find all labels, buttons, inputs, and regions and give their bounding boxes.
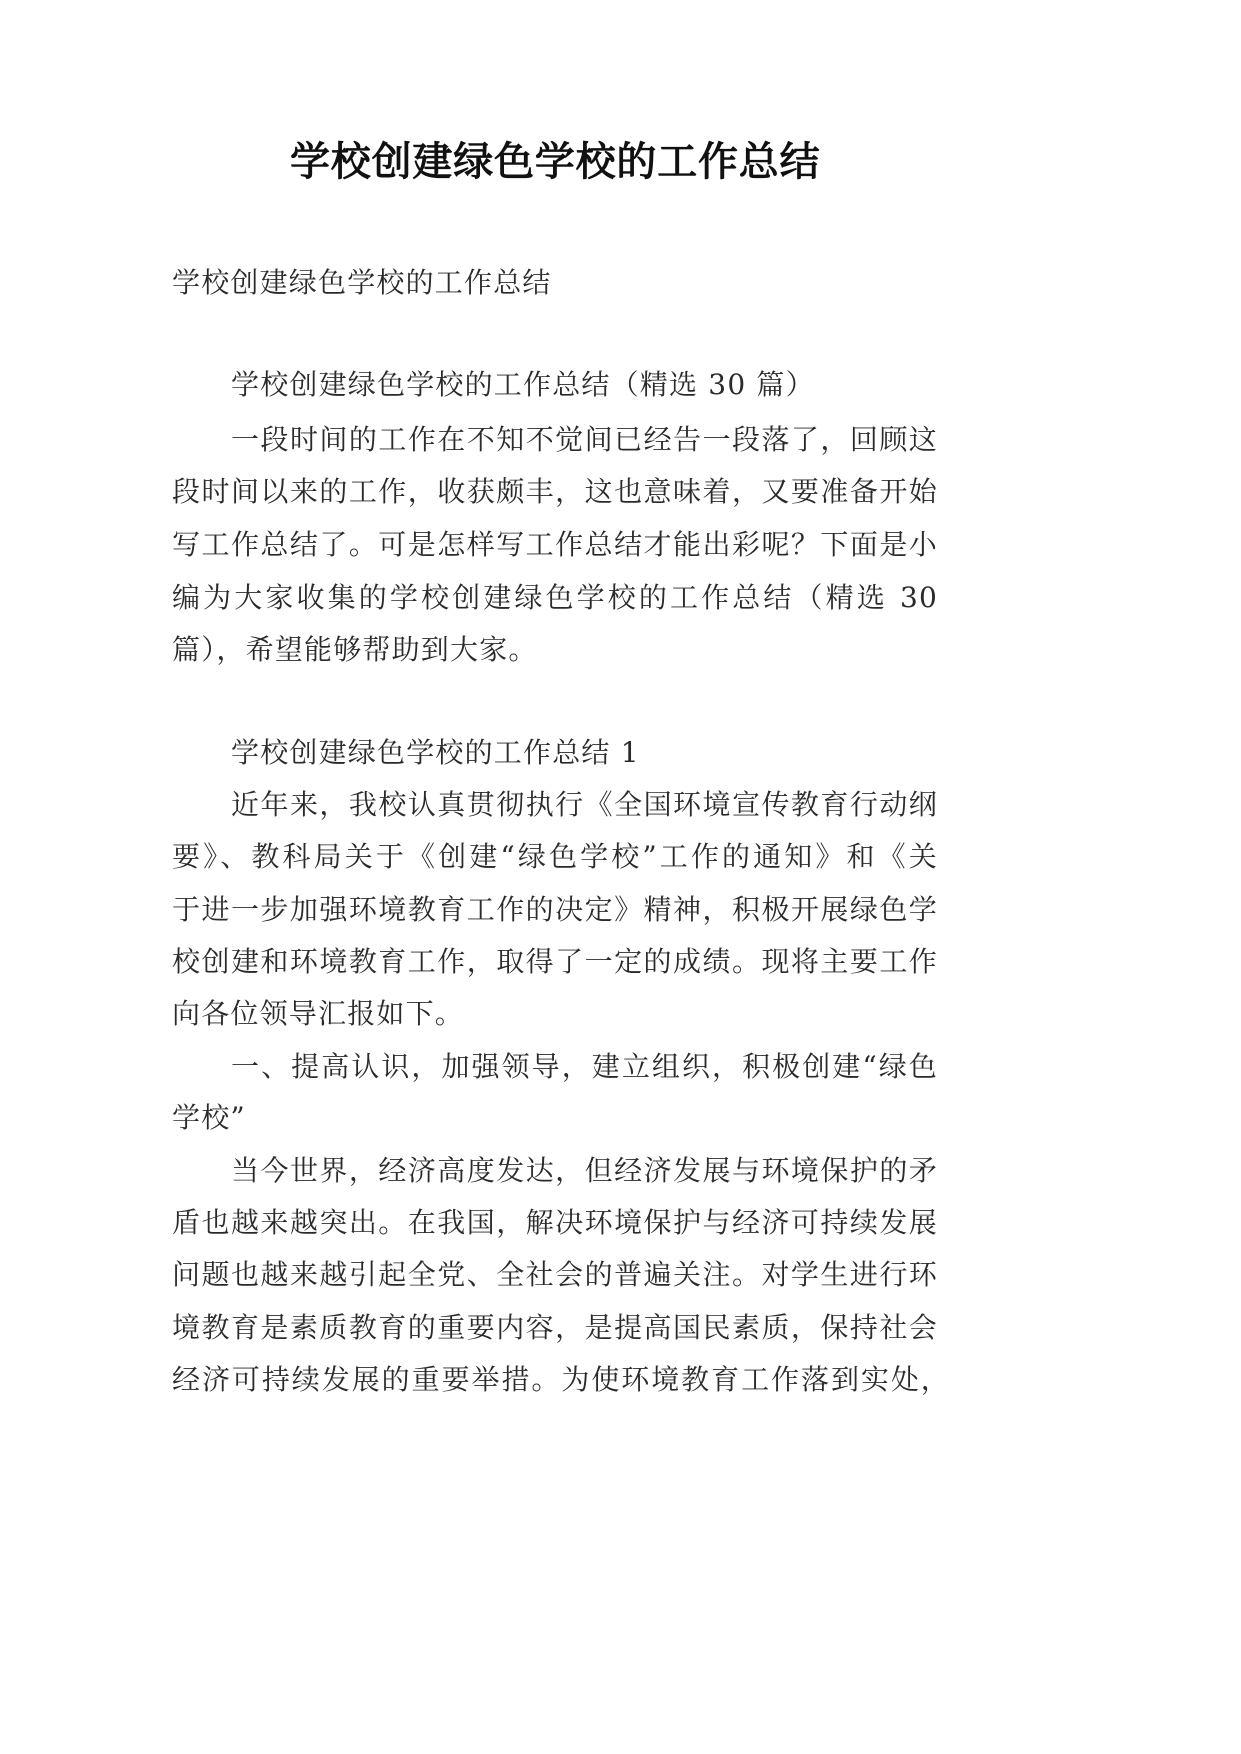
paragraph-line: 学校创建绿色学校的工作总结 1 <box>231 736 640 769</box>
paragraph-line: 写工作总结了。可是怎样写工作总结才能出彩呢？下面是小 <box>172 528 938 561</box>
paragraph-line: 向各位领导汇报如下。 <box>172 997 465 1030</box>
paragraph-line: 问题也越来越引起全党、全社会的普遍关注。对学生进行环 <box>172 1258 938 1291</box>
paragraph-line: 境教育是素质教育的重要内容，是提高国民素质，保持社会 <box>172 1311 938 1344</box>
paragraph-line: 学校” <box>172 1101 246 1134</box>
document-heading: 学校创建绿色学校的工作总结 <box>172 266 552 299</box>
paragraph-line: 学校创建绿色学校的工作总结（精选 30 篇） <box>231 368 815 401</box>
paragraph-line: 篇），希望能够帮助到大家。 <box>172 633 538 666</box>
paragraph-line: 当今世界，经济高度发达，但经济发展与环境保护的矛 <box>231 1154 938 1187</box>
paragraph-line: 编为大家收集的学校创建绿色学校的工作总结（精选 30 <box>172 581 938 614</box>
paragraph-line: 于进一步加强环境教育工作的决定》精神，积极开展绿色学 <box>172 893 938 926</box>
paragraph-line: 盾也越来越突出。在我国，解决环境保护与经济可持续发展 <box>172 1206 938 1239</box>
paragraph-line: 近年来，我校认真贯彻执行《全国环境宣传教育行动纲 <box>231 788 938 821</box>
paragraph-line: 校创建和环境教育工作，取得了一定的成绩。现将主要工作 <box>172 945 938 978</box>
document-title: 学校创建绿色学校的工作总结 <box>290 138 820 185</box>
paragraph-line: 要》、教科局关于《创建“绿色学校”工作的通知》和《关 <box>172 840 938 873</box>
paragraph-line: 一段时间的工作在不知不觉间已经告一段落了，回顾这 <box>231 423 938 456</box>
paragraph-line: 经济可持续发展的重要举措。为使环境教育工作落到实处， <box>172 1363 950 1396</box>
paragraph-line: 段时间以来的工作，收获颇丰，这也意味着，又要准备开始 <box>172 475 938 508</box>
paragraph-line: 一、提高认识，加强领导，建立组织，积极创建“绿色 <box>231 1050 938 1083</box>
